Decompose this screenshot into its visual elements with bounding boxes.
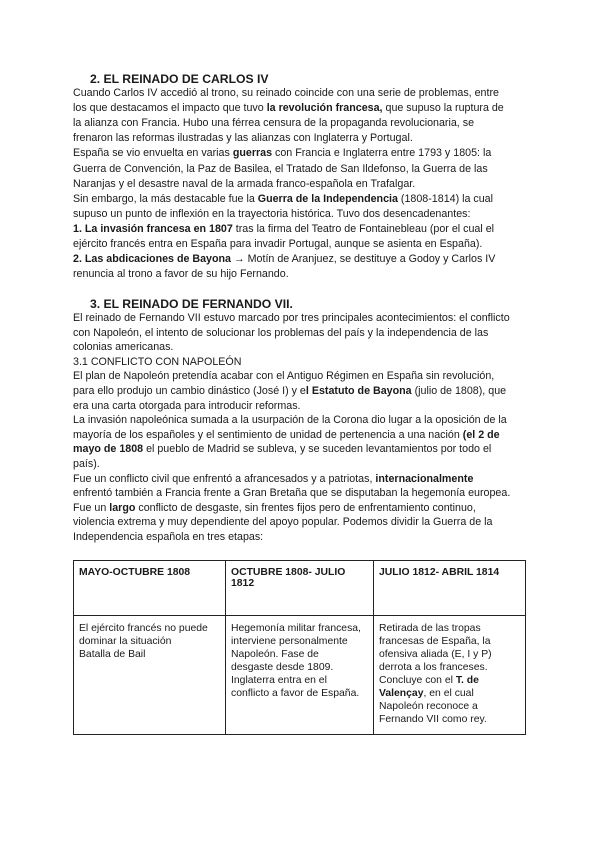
text-run: (julio de 1808), que: [411, 385, 507, 397]
text-line: [73, 530, 263, 544]
text-run: con Francia e Inglaterra entre 1793 y 1805: la: [272, 147, 492, 160]
text-run: dominar la situación: [79, 636, 172, 647]
table-cell: [226, 616, 374, 735]
text-run: los que destacamos el impacto que tuvo: [73, 102, 267, 115]
text-line: [73, 252, 495, 266]
text-line: [73, 146, 491, 160]
bold-text: 2. Las abdicaciones de Bayona: [73, 253, 232, 266]
text-run: El ejército francés no puede: [79, 623, 208, 634]
text-run: 3.1 CONFLICTO CON NAPOLEÓN: [73, 355, 242, 368]
cell-line: [231, 661, 368, 674]
text-run: enfrentó también a Francia frente a Gran Bretaña que se disputaban la hegemonía europea.: [73, 487, 511, 500]
text-line: [73, 384, 506, 398]
table-header-row: [74, 561, 526, 616]
cell-line: [379, 700, 520, 713]
text-line: [73, 222, 494, 236]
text-run: derrota a los franceses.: [379, 662, 488, 673]
text-run: desgaste desde 1809.: [231, 662, 334, 673]
text-run: violencia extrema y muy dependiente del apoyo popular. Podemos dividir la Guerra de la: [73, 516, 493, 529]
table-cell: [374, 616, 526, 735]
table-row: [74, 616, 526, 735]
bold-text: Valençay: [379, 688, 424, 699]
text-line: [73, 237, 482, 251]
text-run: , en el cual: [423, 688, 474, 699]
text-line: [73, 86, 499, 100]
section-2-heading: 2. EL REINADO DE CARLOS IV: [90, 72, 269, 86]
text-line: [73, 101, 504, 115]
text-run: ofensiva aliada (E, I y P): [379, 649, 492, 660]
header-text: JULIO 1812- ABRIL 1814: [379, 567, 500, 578]
cell-line: [231, 674, 368, 687]
bold-text: 1. La invasión francesa en 1807: [73, 222, 233, 235]
text-run: El reinado de Fernando VII estuvo marcado por tres principales acontecimientos: el conflicto: [73, 312, 510, 324]
bold-text: largo: [109, 501, 136, 514]
cell-line: [231, 648, 368, 661]
text-run: Inglaterra entra en el: [231, 675, 327, 686]
text-run: país).: [73, 458, 100, 470]
bold-text: guerras: [232, 147, 273, 160]
bold-text: T. de: [455, 675, 479, 686]
text-run: el pueblo de Madrid se subleva, y se suceden levantamientos por todo el: [143, 443, 492, 456]
cell-line: [79, 648, 220, 661]
text-run: conflicto a favor de España.: [231, 688, 360, 699]
text-line: [73, 131, 413, 145]
cell-line: [379, 635, 520, 648]
text-run: con Napoleón, el intento de solucionar los problemas del país y la independencia de las: [73, 326, 489, 339]
text-run: supuso un punto de inflexión en la trayectoria histórica. Tuvo dos desencadenantes:: [73, 207, 471, 220]
bold-text: la revolución francesa,: [266, 102, 383, 115]
text-run: que supuso la ruptura de: [382, 102, 504, 115]
bold-text: Guerra de la Independencia: [257, 192, 398, 205]
text-run: Fue un: [73, 501, 110, 514]
bold-text: internacionalmente: [375, 472, 474, 485]
text-line: [73, 207, 470, 221]
text-run: Fue un conflicto civil que enfrentó a afrancesados y a patriotas,: [73, 472, 376, 485]
text-line: [73, 177, 415, 191]
cell-line: [79, 622, 220, 635]
cell-line: [231, 635, 368, 648]
header-text: MAYO-OCTUBRE 1808: [79, 567, 191, 578]
text-line: [73, 428, 500, 442]
text-run: para ello produjo un cambio dinástico (José I) y e: [73, 385, 306, 397]
text-run: Napoleón reconoce a: [379, 701, 478, 712]
text-run: era una carta otorgada para introducir reformas.: [73, 399, 301, 412]
text-run: (1808-1814) la cual: [397, 192, 493, 205]
bold-text: l Estatuto de Bayona: [305, 385, 412, 397]
text-line: [73, 501, 476, 515]
header-text: OCTUBRE 1808- JULIO: [231, 567, 346, 578]
text-run: renuncia al trono a favor de su hijo Fernando.: [73, 268, 289, 281]
text-line: [73, 340, 173, 354]
cell-line: [79, 635, 220, 648]
text-run: Cuando Carlos IV accedió al trono, su reinado coincide con una serie de problemas, entre: [73, 87, 499, 99]
text-line: [73, 442, 491, 456]
cell-line: [379, 713, 520, 726]
text-run: Sin embargo, la más destacable fue la: [73, 192, 258, 205]
cell-line: [231, 622, 368, 635]
text-run: → Motín de Aranjuez, se destituye a Godoy y Carlos IV: [231, 253, 496, 266]
bold-text: mayo de 1808: [73, 443, 144, 456]
text-run: Guerra de Convención, la Paz de Basilea, el Tratado de San Ildefonso, la Guerra de las: [73, 162, 488, 175]
text-run: Batalla de Bail: [79, 649, 146, 660]
text-line: [73, 267, 289, 281]
cell-line: [379, 661, 520, 674]
text-line: [73, 192, 493, 206]
text-line: [73, 515, 492, 529]
text-run: conflicto de desgaste, sin frentes fijos pero de enfrentamiento continuo,: [135, 501, 476, 514]
text-run: La invasión napoleónica sumada a la usurpación de la Corona dio lugar a la oposición de la: [73, 414, 507, 427]
text-run: Naranjas y el desastre naval de la armada franco-española en Trafalgar.: [73, 177, 416, 190]
table-header-cell: [226, 561, 374, 616]
text-line: [73, 311, 510, 325]
text-line: [73, 355, 241, 369]
text-run: Napoleón. Fase de: [231, 649, 319, 660]
table-header-cell: [374, 561, 526, 616]
text-run: Hegemonía militar francesa,: [231, 623, 361, 634]
cell-line: [379, 622, 520, 635]
table-header-cell: [74, 561, 226, 616]
text-run: Fernando VII como rey.: [379, 714, 487, 725]
text-run: frenaron las reformas ilustradas y las alianzas con Inglaterra y Portugal.: [73, 132, 413, 145]
text-line: [73, 369, 494, 383]
text-line: [73, 162, 488, 176]
text-line: [73, 326, 488, 340]
text-run: España se vio envuelta en varias: [73, 147, 233, 160]
text-run: Concluye con el: [379, 675, 456, 686]
text-run: francesas de España, la: [379, 636, 491, 647]
text-run: la alianza con Francia. Hubo una férrea censura de la propaganda revolucionaria, se: [73, 117, 475, 130]
bold-text: (el 2 de: [462, 428, 500, 441]
text-run: interviene personalmente: [231, 636, 348, 647]
text-line: [73, 486, 510, 500]
header-text: 1812: [231, 578, 255, 589]
text-line: [73, 399, 301, 413]
text-run: mayoría de los españoles y el sentimiento de unidad de pertenencia a una nación: [73, 428, 463, 441]
text-line: [73, 472, 473, 486]
cell-line: [379, 648, 520, 661]
text-run: El plan de Napoleón pretendía acabar con el Antiguo Régimen en España sin revolución,: [73, 370, 495, 383]
text-line: [73, 457, 100, 471]
cell-line: [231, 687, 368, 700]
cell-line: [379, 687, 520, 700]
text-run: ejército francés entra en España para invadir Portugal, aunque se asienta en España).: [73, 238, 483, 250]
war-stages-table: [73, 560, 526, 735]
text-run: tras la firma del Teatro de Fontainebleau (por el cual el: [232, 222, 495, 235]
section-3-heading: 3. EL REINADO DE FERNANDO VII.: [90, 297, 293, 311]
text-run: colonias americanas.: [73, 341, 174, 354]
text-run: Independencia española en tres etapas:: [73, 531, 264, 543]
text-line: [73, 413, 507, 427]
cell-line: [379, 674, 520, 687]
text-line: [73, 116, 474, 130]
text-run: Retirada de las tropas: [379, 623, 481, 634]
table-cell: [74, 616, 226, 735]
